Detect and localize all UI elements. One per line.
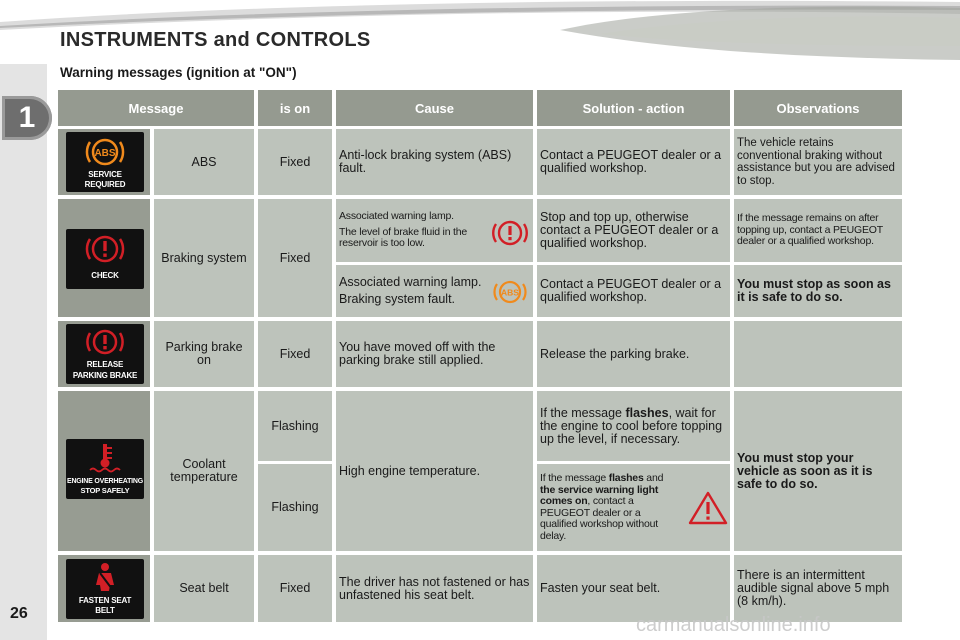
tile-label: FASTEN SEAT — [78, 596, 132, 605]
solution-cell: Contact a PEUGEOT dealer or a qualified workshop. — [537, 265, 730, 317]
solution-text: If the message — [540, 472, 609, 484]
table-row-icon-cell — [58, 129, 150, 195]
solution-cell: Contact a PEUGEOT dealer or a qualified workshop. — [537, 129, 730, 195]
solution-emphasis: flashes — [625, 405, 669, 420]
solution-cell: Release the parking brake. — [537, 321, 730, 387]
column-header-message: Message — [58, 90, 254, 126]
cause-line: Associated warning lamp. — [339, 275, 482, 289]
service-warning-triangle-icon — [688, 490, 728, 526]
solution-emphasis: flashes — [608, 472, 644, 484]
message-cell: Parking brake on — [154, 321, 254, 387]
solution-emphasis: the service warning light comes on — [540, 483, 659, 507]
column-header-is-on: is on — [258, 90, 332, 126]
abs-warning-icon — [491, 276, 529, 308]
tile-label: RELEASE — [86, 360, 124, 369]
table-row-icon-cell — [58, 555, 150, 622]
cause-cell: High engine temperature. — [336, 391, 533, 551]
section-title: Warning messages (ignition at "ON") — [60, 65, 297, 80]
table-row-icon-cell — [58, 321, 150, 387]
warning-messages-table — [58, 90, 902, 622]
is-on-cell: Fixed — [258, 321, 332, 387]
tile-label: PARKING BRAKE — [72, 371, 138, 380]
table-row-icon-cell — [58, 391, 150, 551]
brake-warning-icon — [491, 214, 529, 252]
brake-check-warning-icon — [66, 229, 144, 289]
observations-cell: There is an intermittent audible signal above 5 mph (8 km/h). — [734, 555, 902, 622]
solution-text: , contact a PEUGEOT dealer or a qualified workshop without delay. — [540, 495, 658, 542]
cause-line: Associated warning lamp. — [339, 210, 454, 223]
chapter-tab: 1 — [2, 96, 52, 140]
table-row-icon-cell — [58, 199, 150, 317]
observations-cell: The vehicle retains conventional braking without assistance but you are advised to stop. — [734, 129, 902, 195]
tile-label: STOP SAFELY — [80, 486, 130, 495]
solution-cell — [537, 391, 730, 461]
engine-overheating-warning-icon — [66, 439, 144, 499]
solution-cell: Stop and top up, otherwise contact a PEUGEOT dealer or a qualified workshop. — [537, 199, 730, 262]
is-on-cell: Fixed — [258, 555, 332, 622]
page-title: INSTRUMENTS and CONTROLS — [60, 29, 371, 51]
solution-text: , wait for the engine to cool before topping up the level, if necessary. — [540, 405, 723, 446]
is-on-cell: Flashing — [258, 391, 332, 461]
cause-cell: The driver has not fastened or has unfastened his seat belt. — [336, 555, 533, 622]
is-on-cell: Fixed — [258, 129, 332, 195]
column-header-solution: Solution - action — [537, 90, 730, 126]
parking-brake-warning-icon — [66, 324, 144, 384]
tile-label: REQUIRED — [84, 180, 126, 189]
tile-label: BELT — [95, 606, 115, 615]
solution-cell: Fasten your seat belt. — [537, 555, 730, 622]
column-header-cause: Cause — [336, 90, 533, 126]
cause-line: Braking system fault. — [339, 292, 456, 306]
svg-text:ABS: ABS — [94, 148, 116, 159]
message-cell: Braking system — [154, 199, 254, 317]
cause-cell: You have moved off with the parking brake still applied. — [336, 321, 533, 387]
cause-line: The level of brake fluid in the reservoir is too low. — [339, 225, 468, 250]
message-cell: Seat belt — [154, 555, 254, 622]
tile-label: SERVICE — [88, 170, 122, 179]
is-on-cell: Fixed — [258, 199, 332, 317]
column-header-observations: Observations — [734, 90, 902, 126]
cause-cell: Anti-lock braking system (ABS) fault. — [336, 129, 533, 195]
is-on-cell: Flashing — [258, 464, 332, 551]
observations-cell: You must stop as soon as it is safe to do so. — [734, 265, 902, 317]
page-number: 26 — [10, 605, 28, 622]
side-strip — [0, 64, 47, 640]
solution-text: and — [643, 472, 664, 484]
message-cell: Coolant temperature — [154, 391, 254, 551]
observations-cell: If the message remains on after topping up, contact a PEUGEOT dealer or a qualified workshop. — [734, 199, 902, 262]
message-cell: ABS — [154, 129, 254, 195]
observations-cell: You must stop your vehicle as soon as it is safe to do so. — [734, 391, 902, 551]
watermark: carmanualsonline.info — [636, 614, 831, 636]
solution-text: If the message — [540, 405, 626, 420]
tile-label: ENGINE OVERHEATING — [66, 478, 143, 485]
abs-service-warning-icon — [66, 132, 144, 192]
svg-text:ABS: ABS — [501, 287, 519, 298]
observations-cell — [734, 321, 902, 387]
seat-belt-warning-icon — [66, 559, 144, 619]
tile-label: CHECK — [91, 271, 119, 280]
